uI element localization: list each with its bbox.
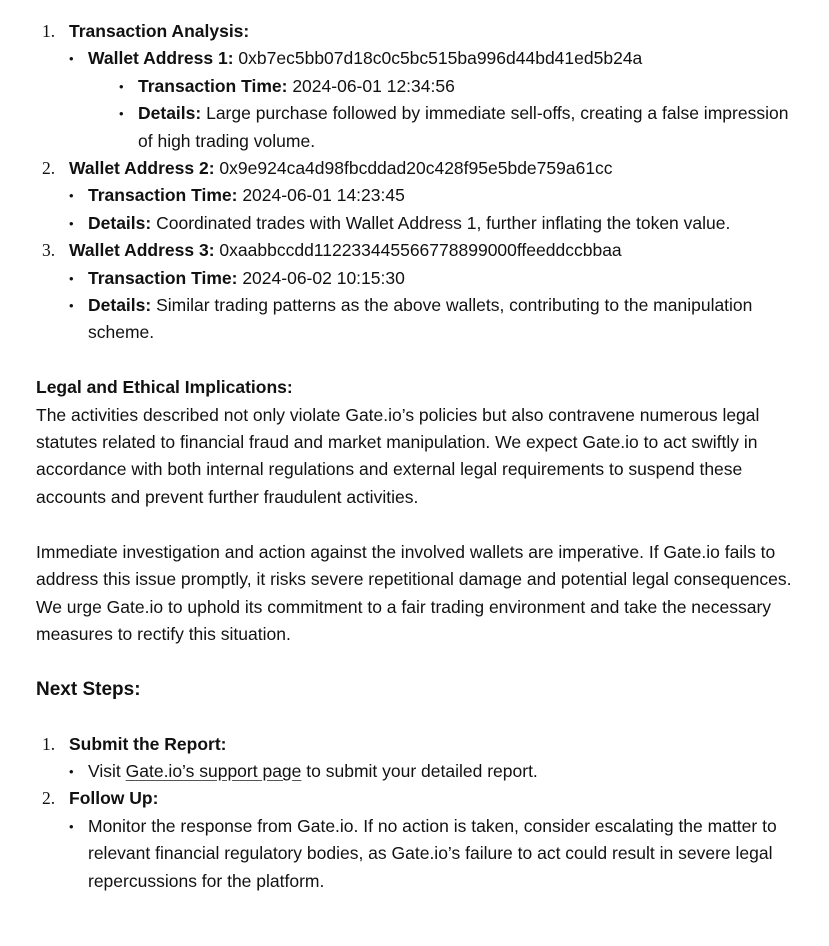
time-value: 2024-06-02 10:15:30 [242, 267, 405, 288]
next-step-1 [36, 731, 799, 786]
bullet-icon: • [69, 763, 74, 779]
list-number: 1. [42, 733, 56, 754]
list-number: 2. [42, 788, 56, 809]
details-label: Details: [88, 295, 152, 316]
section-title: Transaction Analysis: [69, 21, 250, 41]
bullet-icon: • [69, 215, 74, 231]
bullet-icon: • [69, 298, 74, 314]
details-label: Details: [138, 103, 202, 124]
analysis-item-2 [36, 155, 799, 237]
bullet-icon: • [119, 78, 124, 94]
wallet-label: Wallet Address 2: [69, 158, 215, 179]
analysis-item-1 [36, 18, 799, 155]
support-page-link[interactable]: Gate.io’s support page [125, 760, 302, 781]
step-title: Follow Up: [69, 788, 159, 809]
step-bullets [69, 758, 799, 785]
time-label: Transaction Time: [88, 185, 238, 206]
details-label: Details: [88, 212, 152, 233]
step-bullet [69, 758, 799, 785]
step-bullets [69, 813, 799, 895]
bullet-icon: • [119, 106, 124, 122]
wallet-value: 0xaabbccdd112233445566778899000ffeeddccbbaa [219, 240, 622, 261]
spacer [36, 347, 799, 374]
wallet-details-list [69, 265, 799, 347]
bullet-icon: • [69, 818, 74, 834]
next-step-2 [36, 785, 799, 895]
list-number: 2. [42, 158, 56, 179]
wallet-address-1 [69, 45, 799, 155]
spacer [36, 648, 799, 675]
transaction-analysis-list [36, 18, 799, 347]
details-value: Similar trading patterns as the above wallets, contributing to the manipulation scheme. [88, 295, 753, 343]
step-bullet [69, 813, 799, 895]
transaction-details [88, 100, 799, 155]
time-value: 2024-06-01 14:23:45 [242, 185, 405, 206]
time-label: Transaction Time: [138, 75, 288, 96]
spacer [36, 703, 799, 730]
list-number: 1. [42, 21, 56, 41]
bullet-icon: • [69, 188, 74, 204]
time-label: Transaction Time: [88, 267, 238, 288]
next-steps-list [36, 731, 799, 895]
analysis-item-3 [36, 237, 799, 347]
legal-paragraph-1: The activities described not only violate Gate.io’s policies but also contravene numerous legal statutes related to financial fraud and market manipulation. We expect Gate.io to act swiftly in accordance with both internal regulations and external legal requirements to suspend these accounts and prevent further fraudulent activities. [36, 404, 760, 507]
wallet-value: 0xb7ec5bb07d18c0c5bc515ba996d44bd41ed5b24a [238, 48, 643, 69]
wallet-label: Wallet Address 1: [88, 48, 234, 69]
step-title: Submit the Report: [69, 733, 227, 754]
transaction-details [69, 292, 799, 347]
details-value: Coordinated trades with Wallet Address 1, further inflating the token value. [156, 212, 731, 233]
bullet-icon: • [69, 270, 74, 286]
bullet-suffix: to submit your detailed report. [306, 760, 538, 781]
legal-heading [36, 374, 799, 401]
legal-paragraph-2: Immediate investigation and action against the involved wallets are imperative. If Gate.io fails to address this issue promptly, it risks severe repetitional damage and potential legal consequences. We urge Gate.io to uphold its commitment to a fair trading environment and take the necessary measures to rectify this situation. [36, 541, 792, 644]
list-number: 3. [42, 240, 56, 261]
details-value: Large purchase followed by immediate sell-offs, creating a false impression of high trading volume. [138, 103, 789, 151]
legal-heading-text: Legal and Ethical Implications: [36, 377, 293, 398]
transaction-time [69, 182, 799, 209]
transaction-time [69, 265, 799, 292]
transaction-details [69, 210, 799, 237]
bullet-icon: • [69, 51, 74, 67]
spacer [36, 511, 799, 538]
wallet-details-list [69, 182, 799, 237]
next-steps-heading: Next Steps: [36, 678, 141, 700]
bullet-text: Monitor the response from Gate.io. If no action is taken, consider escalating the matter to relevant financial regulatory bodies, as Gate.io’s failure to act could result in severe legal repercussions for the platform. [88, 815, 777, 891]
wallet-value: 0x9e924ca4d98fbcddad20c428f95e5bde759a61cc [219, 158, 613, 179]
wallet-details-list [88, 73, 799, 155]
wallet-label: Wallet Address 3: [69, 240, 215, 261]
transaction-time [88, 73, 799, 100]
time-value: 2024-06-01 12:34:56 [292, 75, 455, 96]
wallet-list [69, 45, 799, 155]
bullet-prefix: Visit [88, 760, 121, 781]
